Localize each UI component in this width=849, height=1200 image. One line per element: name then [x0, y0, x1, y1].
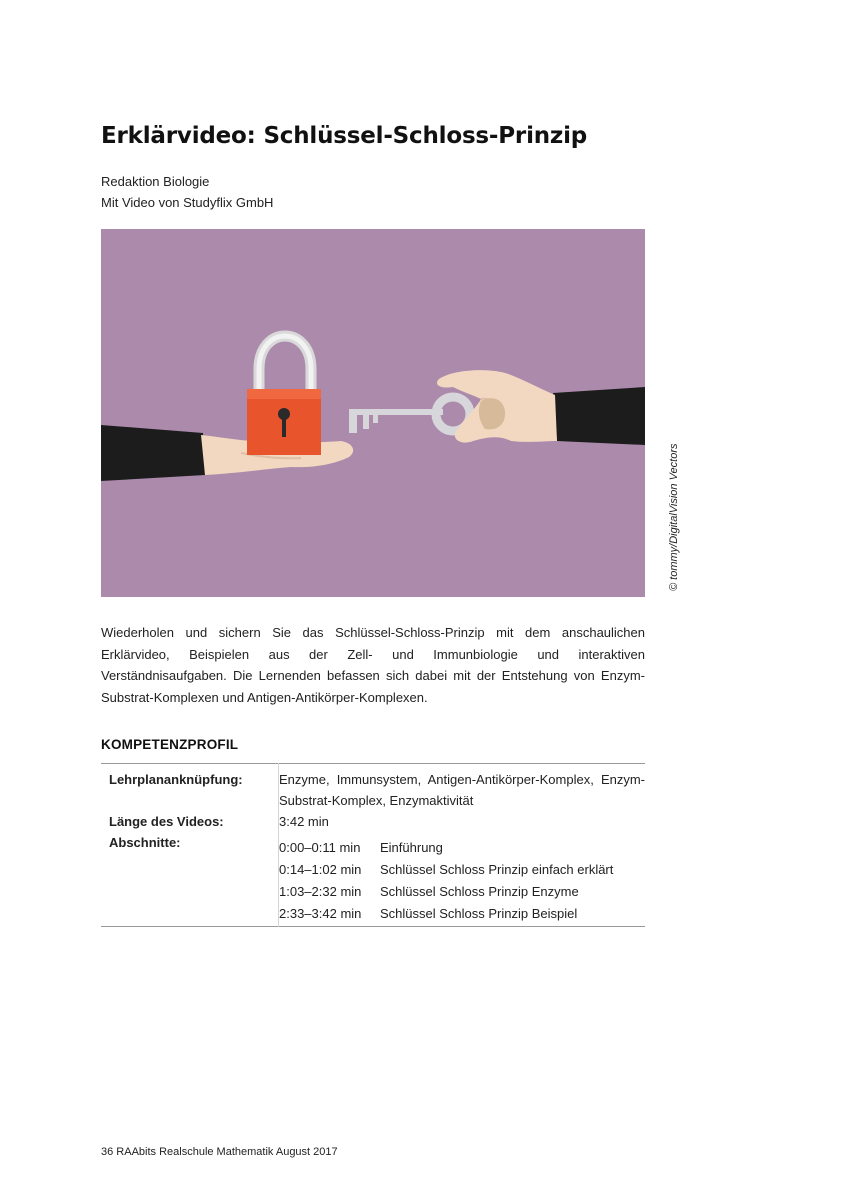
page-footer: 36 RAAbits Realschule Mathematik August 2017: [101, 1146, 338, 1158]
video-length-label: Länge des Videos:: [101, 811, 279, 832]
lock-key-illustration: [101, 229, 645, 597]
section-title: Schlüssel Schloss Prinzip einfach erklärt: [380, 862, 614, 877]
authors: [101, 171, 273, 213]
section-row: [279, 832, 613, 859]
section-title: Schlüssel Schloss Prinzip Enzyme: [380, 884, 579, 899]
key-icon: [349, 397, 470, 433]
table-row: [101, 832, 645, 927]
sections-label: Abschnitte:: [101, 832, 279, 927]
author-editorial: Redaktion Biologie: [101, 174, 210, 189]
curriculum-value: Enzyme, Immunsystem, Antigen-Antikörper-Komplex, Enzym-Substrat-Komplex, Enzymaktivität: [279, 772, 645, 808]
table-row: [101, 811, 645, 832]
section-row: [279, 881, 613, 903]
section-time: 0:00–0:11 min: [279, 840, 361, 855]
section-row: [279, 859, 613, 881]
video-length-value: 3:42 min: [279, 814, 329, 829]
competence-profile-heading: KOMPETENZPROFIL: [101, 737, 239, 752]
author-video: Mit Video von Studyflix GmbH: [101, 195, 274, 210]
sections-list: [279, 832, 613, 925]
right-sleeve: [553, 387, 645, 445]
section-time: 2:33–3:42 min: [279, 906, 362, 921]
section-title: Einführung: [380, 840, 443, 855]
section-time: 0:14–1:02 min: [279, 862, 362, 877]
competence-profile-table: [101, 763, 645, 927]
section-title: Schlüssel Schloss Prinzip Beispiel: [380, 906, 578, 921]
section-time: 1:03–2:32 min: [279, 884, 362, 899]
section-row: [279, 903, 613, 925]
left-sleeve: [101, 425, 205, 481]
thumb: [479, 398, 505, 429]
lock-key-artwork: [101, 229, 645, 597]
page-title: Erklärvideo: Schlüssel-Schloss-Prinzip: [101, 123, 588, 149]
intro-paragraph: Wiederholen und sichern Sie das Schlüssel-Schloss-Prinzip mit dem anschaulichen Erklärvideo, Beispielen aus der Zell- und Immunbiologie und interaktiven Verständnisaufgaben. Die Lernenden befassen sich dabei mit der Entstehung von Enzym-Substrat-Komplexen und Antigen-Antikörper-Komplexen.: [101, 625, 645, 705]
curriculum-label: Lehrplananknüpfung:: [101, 764, 279, 812]
image-credit: © tommy/DigitalVision Vectors: [668, 443, 680, 591]
table-row: [101, 764, 645, 812]
